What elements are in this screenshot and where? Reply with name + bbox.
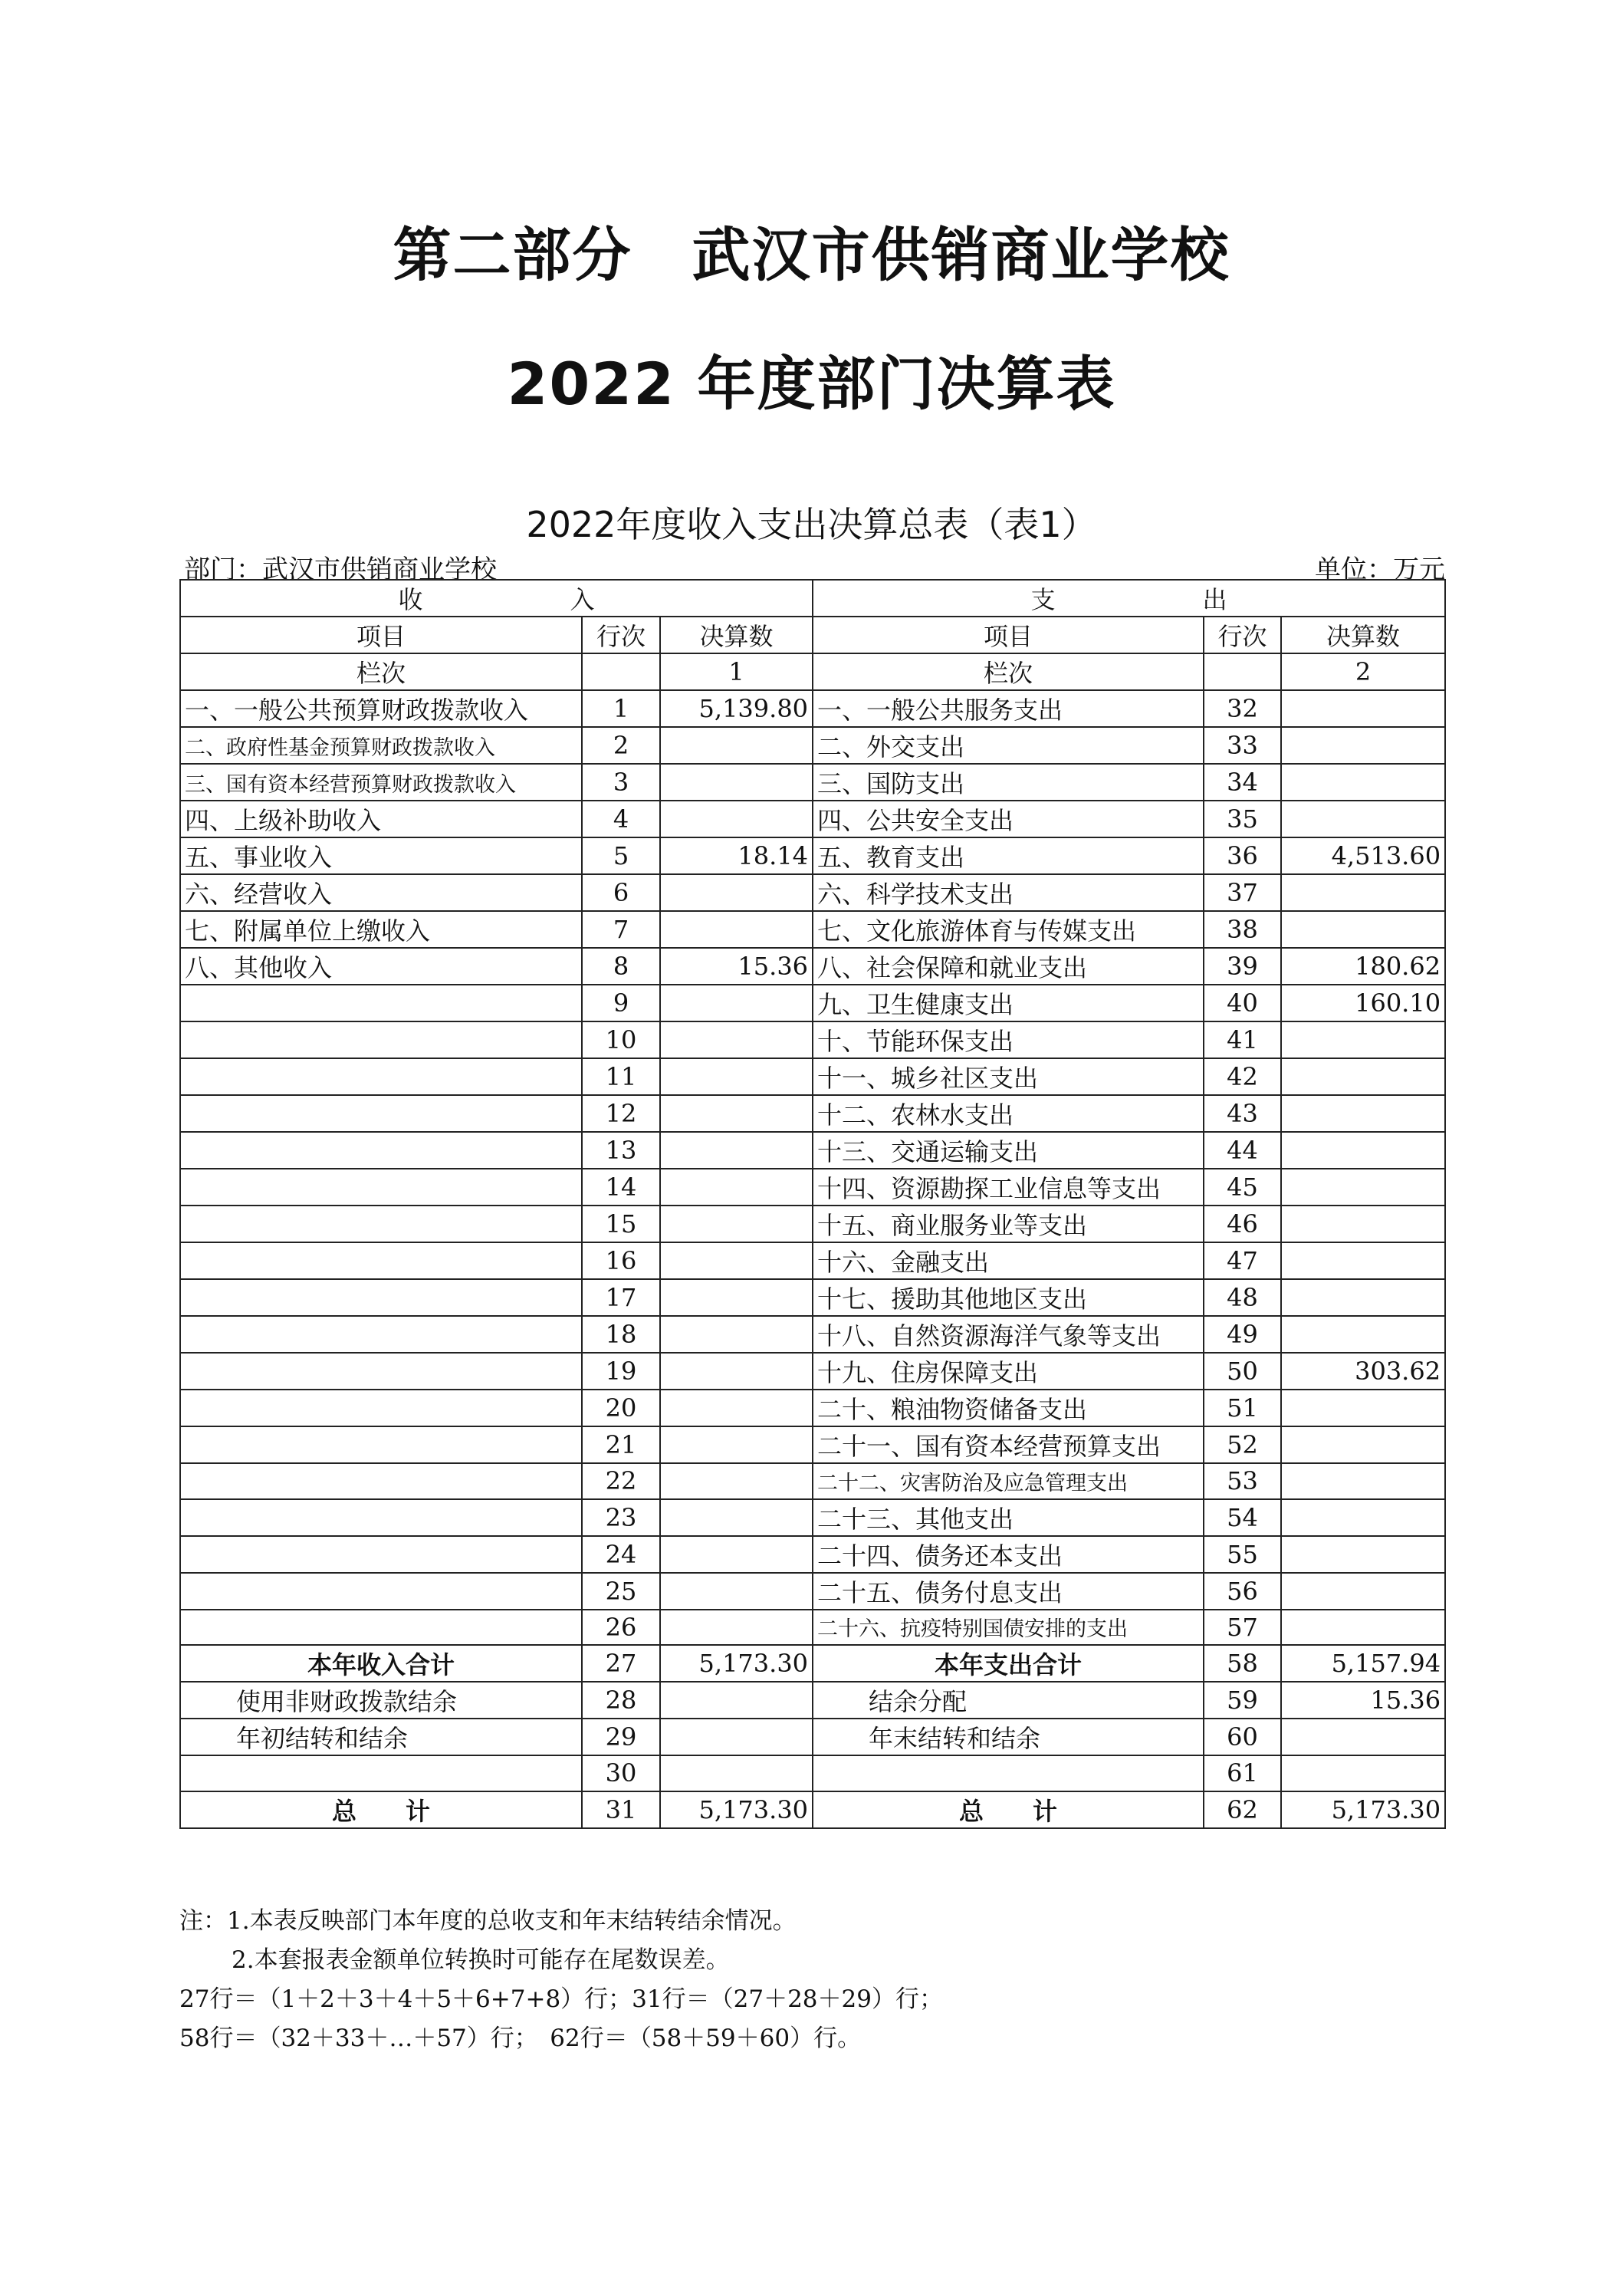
row-number: 60 (1204, 1719, 1281, 1755)
table-row (180, 985, 1445, 1021)
expense-amount (1281, 1279, 1445, 1316)
income-item (180, 1095, 582, 1132)
expense-amount (1281, 801, 1445, 837)
expense-item: 一、一般公共服务支出 (813, 690, 1204, 727)
expense-rowno-header: 行次 (1204, 617, 1281, 653)
non-fiscal-balance-label: 使用非财政拨款结余 (180, 1682, 582, 1719)
page-title-line2: 2022 年度部门决算表 (507, 350, 1116, 418)
expense-amount (1281, 764, 1445, 801)
income-rowno: 3 (582, 764, 660, 801)
income-item (180, 1021, 582, 1058)
expense-rowno: 51 (1204, 1390, 1281, 1426)
surplus-allocation-label: 结余分配 (813, 1682, 1204, 1719)
expense-item: 六、科学技术支出 (813, 874, 1204, 911)
income-item: 三、国有资本经营预算财政拨款收入 (180, 764, 582, 801)
income-rowno: 18 (582, 1316, 660, 1353)
income-amount (660, 1095, 813, 1132)
header-row-columns (180, 617, 1445, 653)
income-rowno: 24 (582, 1536, 660, 1573)
income-item: 八、其他收入 (180, 948, 582, 985)
expense-total-rowno: 58 (1204, 1645, 1281, 1682)
table-row (180, 1499, 1445, 1536)
income-item-header: 项目 (180, 617, 582, 653)
income-rowno-header: 行次 (582, 617, 660, 653)
expense-item: 九、卫生健康支出 (813, 985, 1204, 1021)
income-item (180, 1279, 582, 1316)
expense-item: 七、文化旅游体育与传媒支出 (813, 911, 1204, 948)
table-row (180, 690, 1445, 727)
income-item (180, 1573, 582, 1610)
row-number: 29 (582, 1719, 660, 1755)
income-rowno: 19 (582, 1353, 660, 1390)
grand-total-row (180, 1791, 1445, 1828)
expense-item: 二、外交支出 (813, 727, 1204, 764)
notes (179, 1902, 943, 2058)
table-row (180, 1610, 1445, 1646)
income-item (180, 1058, 582, 1095)
table-row (180, 1132, 1445, 1169)
table-row (180, 1755, 1445, 1791)
amount (660, 1682, 813, 1719)
expense-amount: 303.62 (1281, 1353, 1445, 1390)
expense-amount: 160.10 (1281, 985, 1445, 1021)
table-row (180, 837, 1445, 874)
income-rowno: 15 (582, 1206, 660, 1242)
income-rowno: 21 (582, 1426, 660, 1463)
expense-rowno: 40 (1204, 985, 1281, 1021)
income-amount (660, 1242, 813, 1279)
expense-rowno: 56 (1204, 1573, 1281, 1610)
income-item (180, 1316, 582, 1353)
expense-total-amount: 5,157.94 (1281, 1645, 1445, 1682)
empty-cell (813, 1755, 1204, 1791)
amount (1281, 1719, 1445, 1755)
page-title-line1: 第二部分 武汉市供销商业学校 (393, 221, 1230, 289)
expense-item: 十六、金融支出 (813, 1242, 1204, 1279)
unit-label: 单位：万元 (1315, 554, 1445, 585)
table-row (180, 727, 1445, 764)
expense-amount-header: 决算数 (1281, 617, 1445, 653)
expense-amount (1281, 1573, 1445, 1610)
income-amount (660, 1426, 813, 1463)
income-rowno: 26 (582, 1610, 660, 1646)
expense-item: 十七、援助其他地区支出 (813, 1279, 1204, 1316)
income-rowno: 6 (582, 874, 660, 911)
income-rowno: 14 (582, 1169, 660, 1206)
table-title: 2022年度收入支出决算总表（表1） (526, 504, 1097, 545)
income-rowno: 11 (582, 1058, 660, 1095)
table-row (180, 911, 1445, 948)
income-item (180, 985, 582, 1021)
expense-rowno: 38 (1204, 911, 1281, 948)
income-item (180, 1463, 582, 1499)
table-row (180, 1242, 1445, 1279)
table-row (180, 1058, 1445, 1095)
table-row (180, 1719, 1445, 1755)
grand-total-amount-left: 5,173.30 (660, 1791, 813, 1828)
income-amount (660, 874, 813, 911)
expense-rowno: 46 (1204, 1206, 1281, 1242)
note-line: 27行＝（1＋2＋3＋4＋5＋6+7+8）行；31行＝（27＋28＋29）行； (179, 1985, 943, 2013)
expense-amount (1281, 1610, 1445, 1646)
expense-amount (1281, 1132, 1445, 1169)
note-line: 58行＝（32＋33＋…＋57）行； 62行＝（58＋59＋60）行。 (179, 2025, 862, 2052)
table-row (180, 1536, 1445, 1573)
empty-cell (1281, 1755, 1445, 1791)
income-item: 二、政府性基金预算财政拨款收入 (180, 727, 582, 764)
expense-rowno: 48 (1204, 1279, 1281, 1316)
income-item (180, 1390, 582, 1426)
income-item (180, 1610, 582, 1646)
expense-amount (1281, 1316, 1445, 1353)
income-amount (660, 764, 813, 801)
expense-amount: 180.62 (1281, 948, 1445, 985)
empty-cell (180, 1755, 582, 1791)
income-rowno: 23 (582, 1499, 660, 1536)
amount (660, 1719, 813, 1755)
income-amount (660, 1390, 813, 1426)
annual-total-row (180, 1645, 1445, 1682)
expense-item-header: 项目 (813, 617, 1204, 653)
expense-item: 二十、粮油物资储备支出 (813, 1390, 1204, 1426)
grand-total-label-left: 总 计 (180, 1791, 582, 1828)
income-amount (660, 801, 813, 837)
expense-rowno: 33 (1204, 727, 1281, 764)
grand-total-amount-right: 5,173.30 (1281, 1791, 1445, 1828)
table-row (180, 948, 1445, 985)
expense-item: 二十一、国有资本经营预算支出 (813, 1426, 1204, 1463)
expense-amount (1281, 1463, 1445, 1499)
header-row-sections (180, 580, 1445, 617)
income-amount (660, 1279, 813, 1316)
row-number: 28 (582, 1682, 660, 1719)
income-rowno: 8 (582, 948, 660, 985)
expense-amount (1281, 727, 1445, 764)
table-row (180, 1206, 1445, 1242)
expense-rowno: 36 (1204, 837, 1281, 874)
income-amount-header: 决算数 (660, 617, 813, 653)
table-row (180, 1169, 1445, 1206)
empty-cell (582, 653, 660, 690)
expense-item: 三、国防支出 (813, 764, 1204, 801)
grand-total-rowno-left: 31 (582, 1791, 660, 1828)
expense-colno: 2 (1281, 653, 1445, 690)
income-total-label: 本年收入合计 (180, 1645, 582, 1682)
income-item (180, 1353, 582, 1390)
income-item: 四、上级补助收入 (180, 801, 582, 837)
income-amount: 18.14 (660, 837, 813, 874)
income-item (180, 1499, 582, 1536)
income-amount (660, 1316, 813, 1353)
table-row (180, 1316, 1445, 1353)
income-item (180, 1206, 582, 1242)
income-amount (660, 1021, 813, 1058)
income-rowno: 22 (582, 1463, 660, 1499)
income-rowno: 16 (582, 1242, 660, 1279)
expense-rowno: 39 (1204, 948, 1281, 985)
income-amount (660, 1463, 813, 1499)
income-amount (660, 1610, 813, 1646)
table-row (180, 1353, 1445, 1390)
table-row (180, 874, 1445, 911)
income-section-header: 收 入 (180, 580, 813, 617)
income-rowno: 17 (582, 1279, 660, 1316)
table-row (180, 764, 1445, 801)
income-amount (660, 1536, 813, 1573)
income-amount: 15.36 (660, 948, 813, 985)
income-item: 一、一般公共预算财政拨款收入 (180, 690, 582, 727)
expense-rowno: 42 (1204, 1058, 1281, 1095)
expense-amount (1281, 1206, 1445, 1242)
expense-rowno: 52 (1204, 1426, 1281, 1463)
income-rowno: 2 (582, 727, 660, 764)
expense-rowno: 41 (1204, 1021, 1281, 1058)
grand-total-label-right: 总 计 (813, 1791, 1204, 1828)
expense-rowno: 50 (1204, 1353, 1281, 1390)
income-rowno: 25 (582, 1573, 660, 1610)
expense-rowno: 55 (1204, 1536, 1281, 1573)
income-total-rowno: 27 (582, 1645, 660, 1682)
header-row-colno (180, 653, 1445, 690)
income-rowno: 4 (582, 801, 660, 837)
expense-item: 二十五、债务付息支出 (813, 1573, 1204, 1610)
income-amount (660, 1206, 813, 1242)
income-expense-table (179, 579, 1446, 1829)
row-number: 59 (1204, 1682, 1281, 1719)
expense-item: 十三、交通运输支出 (813, 1132, 1204, 1169)
expense-item: 四、公共安全支出 (813, 801, 1204, 837)
income-amount (660, 1353, 813, 1390)
expense-item: 二十四、债务还本支出 (813, 1536, 1204, 1573)
expense-amount (1281, 1058, 1445, 1095)
income-rowno: 12 (582, 1095, 660, 1132)
expense-item: 十五、商业服务业等支出 (813, 1206, 1204, 1242)
income-item (180, 1536, 582, 1573)
expense-amount (1281, 1426, 1445, 1463)
expense-rowno: 49 (1204, 1316, 1281, 1353)
expense-amount (1281, 1095, 1445, 1132)
expense-rowno: 53 (1204, 1463, 1281, 1499)
income-item: 五、事业收入 (180, 837, 582, 874)
income-rowno: 20 (582, 1390, 660, 1426)
expense-item: 十一、城乡社区支出 (813, 1058, 1204, 1095)
expense-item: 二十三、其他支出 (813, 1499, 1204, 1536)
expense-rowno: 47 (1204, 1242, 1281, 1279)
income-item: 七、附属单位上缴收入 (180, 911, 582, 948)
department-label: 部门：武汉市供销商业学校 (184, 554, 497, 585)
expense-item: 五、教育支出 (813, 837, 1204, 874)
note-line: 2.本套报表金额单位转换时可能存在尾数误差。 (232, 1946, 730, 1974)
income-item (180, 1169, 582, 1206)
table-row (180, 1021, 1445, 1058)
expense-rowno: 37 (1204, 874, 1281, 911)
income-amount: 5,139.80 (660, 690, 813, 727)
income-amount (660, 911, 813, 948)
expense-total-label: 本年支出合计 (813, 1645, 1204, 1682)
expense-rowno: 45 (1204, 1169, 1281, 1206)
row-number: 30 (582, 1755, 660, 1791)
income-rowno: 13 (582, 1132, 660, 1169)
expense-colno-label: 栏次 (813, 653, 1204, 690)
expense-item: 十二、农林水支出 (813, 1095, 1204, 1132)
grand-total-rowno-right: 62 (1204, 1791, 1281, 1828)
expense-rowno: 34 (1204, 764, 1281, 801)
income-item (180, 1132, 582, 1169)
expense-item: 二十二、灾害防治及应急管理支出 (813, 1463, 1204, 1499)
row-number: 61 (1204, 1755, 1281, 1791)
expense-amount (1281, 1021, 1445, 1058)
expense-rowno: 57 (1204, 1610, 1281, 1646)
expense-amount (1281, 1242, 1445, 1279)
income-amount (660, 1058, 813, 1095)
income-rowno: 5 (582, 837, 660, 874)
expense-item: 十四、资源勘探工业信息等支出 (813, 1169, 1204, 1206)
income-amount (660, 727, 813, 764)
table-row (180, 1095, 1445, 1132)
income-item (180, 1242, 582, 1279)
income-rowno: 1 (582, 690, 660, 727)
closing-balance-label: 年末结转和结余 (813, 1719, 1204, 1755)
income-amount (660, 1169, 813, 1206)
table-row (180, 1279, 1445, 1316)
income-amount (660, 1499, 813, 1536)
expense-amount (1281, 1536, 1445, 1573)
table-row (180, 1390, 1445, 1426)
income-item: 六、经营收入 (180, 874, 582, 911)
expense-rowno: 44 (1204, 1132, 1281, 1169)
expense-rowno: 32 (1204, 690, 1281, 727)
expense-rowno: 35 (1204, 801, 1281, 837)
income-colno: 1 (660, 653, 813, 690)
expense-item: 八、社会保障和就业支出 (813, 948, 1204, 985)
table-row (180, 1463, 1445, 1499)
income-colno-label: 栏次 (180, 653, 582, 690)
expense-rowno: 54 (1204, 1499, 1281, 1536)
expense-amount (1281, 1499, 1445, 1536)
table-row (180, 1682, 1445, 1719)
opening-balance-label: 年初结转和结余 (180, 1719, 582, 1755)
expense-item: 十八、自然资源海洋气象等支出 (813, 1316, 1204, 1353)
income-amount (660, 1573, 813, 1610)
empty-cell (1204, 653, 1281, 690)
income-amount (660, 1132, 813, 1169)
table-row (180, 1426, 1445, 1463)
expense-item: 二十六、抗疫特别国债安排的支出 (813, 1610, 1204, 1646)
table-row (180, 1573, 1445, 1610)
income-rowno: 10 (582, 1021, 660, 1058)
expense-amount: 4,513.60 (1281, 837, 1445, 874)
income-total-amount: 5,173.30 (660, 1645, 813, 1682)
expense-item: 十九、住房保障支出 (813, 1353, 1204, 1390)
expense-amount (1281, 911, 1445, 948)
expense-section-header: 支 出 (813, 580, 1445, 617)
income-rowno: 7 (582, 911, 660, 948)
expense-amount (1281, 874, 1445, 911)
expense-rowno: 43 (1204, 1095, 1281, 1132)
amount: 15.36 (1281, 1682, 1445, 1719)
expense-amount (1281, 1169, 1445, 1206)
expense-amount (1281, 1390, 1445, 1426)
income-item (180, 1426, 582, 1463)
empty-cell (660, 1755, 813, 1791)
expense-amount (1281, 690, 1445, 727)
income-amount (660, 985, 813, 1021)
expense-item: 十、节能环保支出 (813, 1021, 1204, 1058)
income-rowno: 9 (582, 985, 660, 1021)
note-line: 注：1.本表反映部门本年度的总收支和年末结转结余情况。 (179, 1907, 797, 1935)
table-row (180, 801, 1445, 837)
